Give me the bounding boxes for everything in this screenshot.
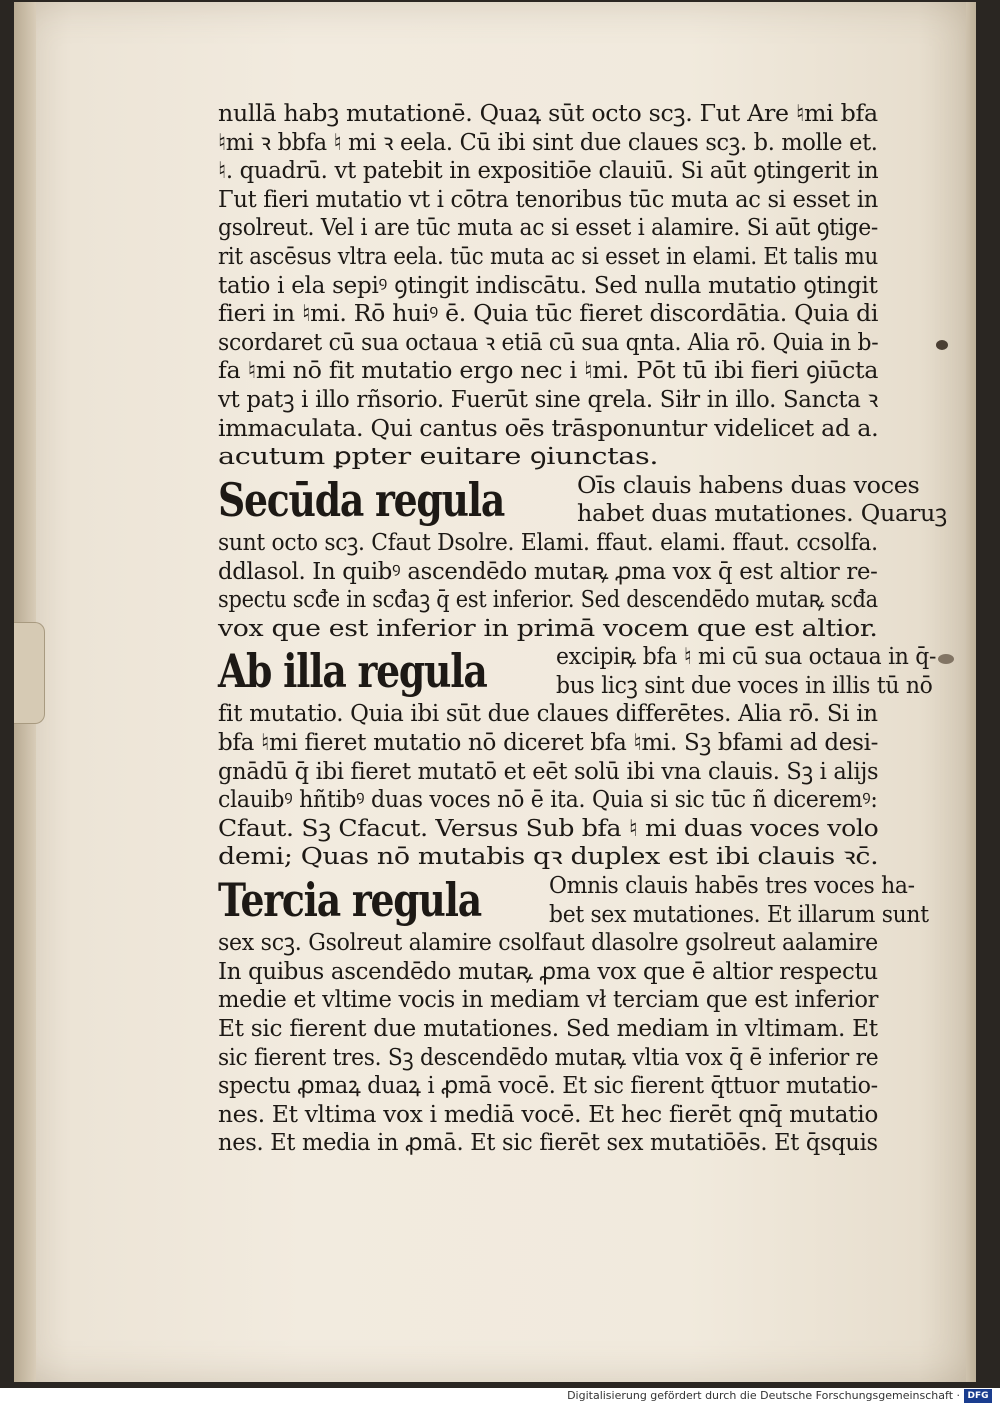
text-line: Cfaut. Sꝫ Cfacut. Versus Sub bfa ♮ mi duas voces volo (218, 815, 879, 842)
text-line: nes. Et media in ꝓmā. Et sic fierēt sex mutatiōēs. Et q̄squis (218, 1130, 878, 1157)
text-line: scordaret cū sua octaua ꝛ etiā cū sua qnta. Alia rō. Quia in b- (218, 329, 879, 356)
rule-heading: Secūda regula (218, 472, 505, 527)
text-line: bfa ♮mi fieret mutatio nō diceret bfa ♮mi. Sꝫ bfami ad desi- (218, 730, 879, 757)
text-line: ddlasol. In quibꝰ ascendēdo mutaꝶ ꝓma vox q̄ est altior re- (218, 558, 878, 585)
text-line: fit mutatio. Quia ibi sūt due claues differētes. Alia rō. Si in (218, 701, 878, 728)
text-line: Oīs clauis habens duas voces (576, 472, 920, 499)
text-line: nullā habꝫ mutationē. Quaꝝ sūt octo scꝫ. Γut Are ♮mi bfa (218, 101, 878, 127)
text-line: demi; Quas nō mutabis qꝛ duplex est ibi clauis ꝛc̄. (218, 844, 879, 871)
text-line: immaculata. Qui cantus oēs trāsponuntur videlicet ad a. (218, 415, 879, 442)
rule-side-lines (549, 872, 949, 929)
text-line: gnādū q̄ ibi fieret mutatō et eēt solū ibi vna clauis. Sꝫ i alijs (218, 758, 879, 785)
text-line: sunt octo scꝫ. Cfaut Dsolre. Elami. ffaut. elami. ffaut. ccsolfa. (218, 529, 878, 556)
page-fore-edge (966, 2, 976, 1382)
text-line: Γut fieri mutatio vt i cōtra tenoribus tūc muta ac si esset in (218, 186, 878, 213)
rule-section-ab-illa (218, 643, 936, 700)
text-line: In quibus ascendēdo mutaꝶ ꝓma vox que ē altior respectu (218, 958, 878, 985)
rule-side-lines (576, 472, 947, 529)
text-line: ♮. quadrū. vt patebit in expositiōe clauiū. Si aūt ꝯtingerit in (218, 158, 879, 185)
text-line: clauibꝰ hñtibꝰ duas voces nō ē ita. Quia si sic tūc ñ diceremꝰ: (218, 787, 878, 814)
rule-section-secunda (218, 472, 947, 529)
rule-body (218, 700, 878, 872)
rule-heading: Ab illa regula (218, 644, 487, 699)
text-line: Et sic fierent due mutationes. Sed mediam in vltimam. Et (218, 1016, 878, 1042)
text-line: fieri in ♮mi. Rō huiꝰ ē. Quia tūc fieret discordātia. Quia di (218, 301, 879, 328)
text-line: medie et vltime vocis in mediam vł terciam que est inferior (218, 987, 879, 1014)
rule-body (218, 929, 878, 1158)
binding-tab (14, 622, 45, 724)
text-line: habet duas mutationes. Quaruꝫ (576, 501, 947, 528)
ink-stain (936, 340, 948, 350)
text-line: ♮mi ꝛ bbfa ♮ mi ꝛ eela. Cū ibi sint due claues scꝫ. b. molle et. (218, 129, 878, 156)
opening-paragraph (218, 100, 878, 472)
text-line: nes. Et vltima vox i mediā vocē. Et hec fierēt qnq̄ mutatio (218, 1101, 879, 1128)
text-line: gsolreut. Vel i are tūc muta ac si esset i alamire. Si aūt ꝯtige- (218, 215, 879, 242)
dfg-logo: DFG (964, 1389, 992, 1403)
rule-heading: Tercia regula (218, 873, 481, 928)
text-line: sic fierent tres. Sꝫ descendēdo mutaꝶ vltia vox q̄ ē inferior re (218, 1044, 879, 1071)
text-line: tatio i ela sepiꝰ ꝯtingit indiscātu. Sed nulla mutatio ꝯtingit (218, 272, 878, 299)
text-line: acutum ꝑpter euitare ꝯiunctas. (218, 444, 659, 471)
text-line: Omnis clauis habēs tres voces ha- (548, 873, 915, 900)
text-line: bus licꝫ sint due voces in illis tū nō (555, 672, 933, 699)
text-block (218, 100, 947, 1158)
text-line: vt patꝫ i illo rñsorio. Fuerūt sine qrela. Siłr in illo. Sancta ꝛ (218, 386, 879, 413)
text-line: sex scꝫ. Gsolreut alamire csolfaut dlasolre gsolreut aalamire (218, 930, 878, 957)
rule-side-lines (556, 643, 955, 700)
text-line: rit ascēsus vltra eela. tūc muta ac si esset in elami. Et talis mu (218, 243, 878, 270)
rule-section-tercia (218, 872, 929, 929)
text-line: fa ♮mi nō fit mutatio ergo nec i ♮mi. Pōt tū ibi fieri ꝯiūcta (218, 358, 879, 385)
text-line: vox que est inferior in primā vocem que est altior. (218, 615, 878, 642)
text-line: spectu scđe in scđaꝫ q̄ est inferior. Sed descendēdo mutaꝶ scđa (218, 587, 878, 614)
text-line: bet sex mutationes. Et illarum sunt (548, 901, 929, 928)
footer-credit: Digitalisierung gefördert durch die Deutsche Forschungsgemeinschaft · (567, 1389, 960, 1402)
text-line: spectu ꝓmaꝝ duaꝝ i ꝓmā vocē. Et sic fierent q̄ttuor mutatio- (218, 1073, 878, 1100)
rule-body (218, 529, 878, 643)
text-line: excipiꝶ bfa ♮ mi cū sua octaua in q̄- (555, 644, 936, 671)
